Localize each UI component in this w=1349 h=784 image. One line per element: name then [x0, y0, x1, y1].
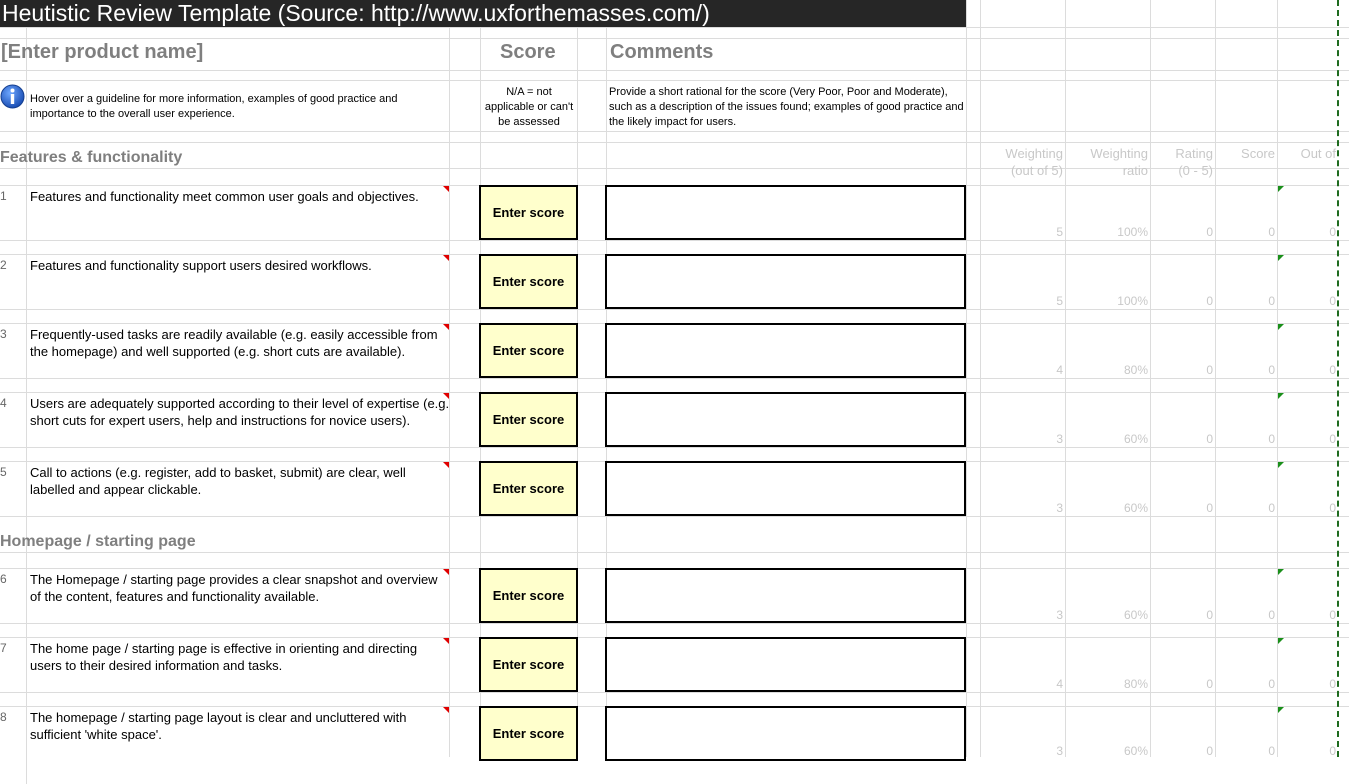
weighting-ratio-header: Weighting ratio: [1090, 146, 1148, 178]
rating-value: 0: [1206, 432, 1213, 446]
guideline-text[interactable]: Users are adequately supported according to their level of expertise (e.g. short cuts for expert users, help and instructions for novice users).: [30, 396, 450, 428]
formula-indicator: [1278, 393, 1284, 399]
section-title: Homepage / starting page: [0, 533, 196, 550]
info-icon[interactable]: [0, 84, 25, 109]
comment-input[interactable]: [605, 568, 966, 623]
score-input[interactable]: Enter score: [479, 254, 578, 309]
weighting-value: 3: [1056, 744, 1063, 758]
weighting-value: 3: [1056, 501, 1063, 515]
score-input[interactable]: Enter score: [479, 323, 578, 378]
guideline-text[interactable]: The Homepage / starting page provides a clear snapshot and overview of the content, features and functionality available.: [30, 572, 438, 604]
ratio-value: 60%: [1123, 608, 1148, 622]
guideline-text[interactable]: Call to actions (e.g. register, add to basket, submit) are clear, well labelled and appear clickable.: [30, 465, 406, 497]
comment-input[interactable]: [605, 254, 966, 309]
out-of-value: 0: [1329, 501, 1336, 515]
rating-value: 0: [1206, 294, 1213, 308]
comment-indicator: [443, 638, 449, 644]
out-of-value: 0: [1329, 608, 1336, 622]
comment-indicator: [443, 255, 449, 261]
score-value: 0: [1268, 225, 1275, 239]
guideline-text[interactable]: The homepage / starting page layout is clear and uncluttered with sufficient 'white space'.: [30, 710, 407, 742]
score-value: 0: [1268, 744, 1275, 758]
gridline: [0, 623, 1349, 624]
gridline: [0, 80, 1349, 81]
out-of-value: 0: [1329, 677, 1336, 691]
formula-indicator: [1278, 324, 1284, 330]
score-input[interactable]: Enter score: [479, 706, 578, 761]
weighting-value: 5: [1056, 225, 1063, 239]
comment-input[interactable]: [605, 392, 966, 447]
weighting-value: 3: [1056, 608, 1063, 622]
out-of-value: 0: [1329, 294, 1336, 308]
formula-indicator: [1278, 255, 1284, 261]
ratio-value: 80%: [1123, 363, 1148, 377]
formula-indicator: [1278, 569, 1284, 575]
guideline-text[interactable]: Features and functionality support users desired workflows.: [30, 258, 372, 273]
gridline: [0, 378, 1349, 379]
weighting-value: 5: [1056, 294, 1063, 308]
comments-header: Comments: [610, 41, 714, 63]
ratio-value: 60%: [1123, 432, 1148, 446]
rating-value: 0: [1206, 501, 1213, 515]
formula-indicator: [1278, 462, 1284, 468]
weighting-value: 3: [1056, 432, 1063, 446]
rating-value: 0: [1206, 608, 1213, 622]
row-number: 3: [0, 327, 7, 341]
comments-note: Provide a short rational for the score (Very Poor, Poor and Moderate), such as a description of the issues found; examples of good practice and the likely impact for users.: [609, 86, 964, 128]
comment-input[interactable]: [605, 323, 966, 378]
ratio-value: 100%: [1117, 294, 1148, 308]
section-title: Features & functionality: [0, 149, 183, 166]
comment-indicator: [443, 462, 449, 468]
formula-indicator: [1278, 186, 1284, 192]
formula-indicator: [1278, 707, 1284, 713]
gridline: [0, 447, 1349, 448]
weighting-value: 4: [1056, 363, 1063, 377]
formula-indicator: [1278, 638, 1284, 644]
gridline: [0, 27, 1349, 28]
row-number: 5: [0, 465, 7, 479]
score-value: 0: [1268, 294, 1275, 308]
comment-indicator: [443, 186, 449, 192]
score-value: 0: [1268, 677, 1275, 691]
info-text: Hover over a guideline for more information, examples of good practice and importance to the overall user experience.: [30, 93, 398, 120]
comment-input[interactable]: [605, 706, 966, 761]
comment-indicator: [443, 393, 449, 399]
rating-value: 0: [1206, 677, 1213, 691]
gridline: [26, 27, 27, 784]
ratio-value: 80%: [1123, 677, 1148, 691]
gridline: [0, 692, 1349, 693]
row-number: 6: [0, 572, 7, 586]
gridline: [0, 70, 1349, 71]
comment-indicator: [443, 707, 449, 713]
guideline-text[interactable]: The home page / starting page is effective in orienting and directing users to their desired information and tasks.: [30, 641, 418, 673]
score-input[interactable]: Enter score: [479, 637, 578, 692]
comment-input[interactable]: [605, 185, 966, 240]
product-name-cell[interactable]: [Enter product name]: [1, 41, 204, 63]
out-of-value: 0: [1329, 363, 1336, 377]
score-header: Score: [500, 41, 556, 63]
row-number: 1: [0, 189, 7, 203]
score-value: 0: [1268, 363, 1275, 377]
ratio-value: 60%: [1123, 501, 1148, 515]
gridline: [0, 38, 1349, 39]
out-of-value: 0: [1329, 432, 1336, 446]
gridline: [0, 131, 1349, 132]
gridline: [0, 142, 1349, 143]
weighting-header: Weighting (out of 5): [1005, 146, 1063, 178]
out-of-value: 0: [1329, 225, 1336, 239]
gridline: [0, 309, 1349, 310]
score-calc-header: Score: [1241, 146, 1275, 161]
rating-value: 0: [1206, 225, 1213, 239]
out-of-header: Out of: [1300, 146, 1336, 161]
row-number: 2: [0, 258, 7, 272]
comment-input[interactable]: [605, 461, 966, 516]
guideline-text[interactable]: Frequently-used tasks are readily available (e.g. easily accessible from the homepage) and well supported (e.g. short cuts are available).: [30, 327, 438, 359]
gridline: [0, 552, 1349, 553]
score-input[interactable]: Enter score: [479, 392, 578, 447]
ratio-value: 100%: [1117, 225, 1148, 239]
score-input[interactable]: Enter score: [479, 568, 578, 623]
score-value: 0: [1268, 432, 1275, 446]
comment-input[interactable]: [605, 637, 966, 692]
ratio-value: 60%: [1123, 744, 1148, 758]
score-value: 0: [1268, 608, 1275, 622]
gridline: [0, 516, 1349, 517]
rating-value: 0: [1206, 363, 1213, 377]
sheet-title: Heutistic Review Template (Source: http://www.uxforthemasses.com/): [0, 0, 966, 27]
guideline-text[interactable]: Features and functionality meet common user goals and objectives.: [30, 189, 419, 204]
comment-indicator: [443, 569, 449, 575]
row-number: 7: [0, 641, 7, 655]
page-break-line: [1337, 0, 1339, 757]
score-note: N/A = not applicable or can't be assessed: [484, 86, 574, 128]
row-number: 8: [0, 710, 7, 724]
score-value: 0: [1268, 501, 1275, 515]
comment-indicator: [443, 324, 449, 330]
score-input[interactable]: Enter score: [479, 461, 578, 516]
rating-header: Rating (0 - 5): [1175, 146, 1213, 178]
score-input[interactable]: Enter score: [479, 185, 578, 240]
out-of-value: 0: [1329, 744, 1336, 758]
rating-value: 0: [1206, 744, 1213, 758]
row-number: 4: [0, 396, 7, 410]
gridline: [0, 240, 1349, 241]
weighting-value: 4: [1056, 677, 1063, 691]
